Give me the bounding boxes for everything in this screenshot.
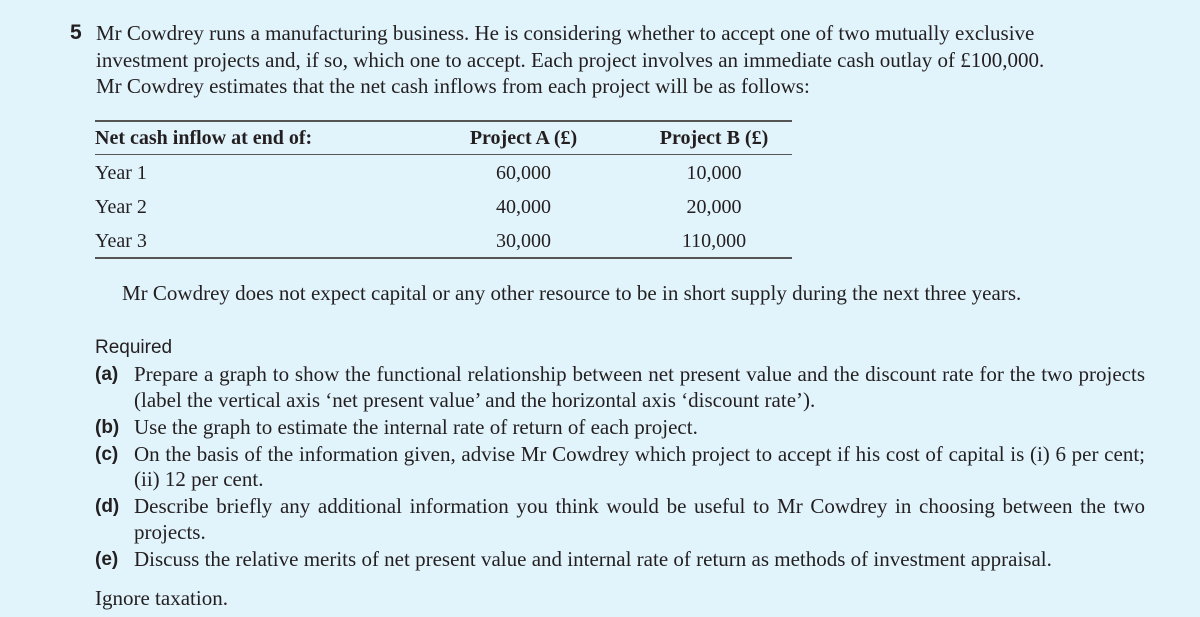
supply-note: Mr Cowdrey does not expect capital or any other resource to be in short supply during the next three years. xyxy=(122,281,1022,305)
table-header-rule xyxy=(95,154,792,155)
required-item-d xyxy=(95,494,1145,545)
question-intro xyxy=(96,20,1156,100)
item-text: Discuss the relative merits of net present value and internal rate of return as methods of investment appraisal. xyxy=(134,546,1052,571)
table-cell-project-b: 20,000 xyxy=(686,196,742,218)
intro-line: investment projects and, if so, which one to accept. Each project involves an immediate cash outlay of £100,000. xyxy=(96,47,1045,72)
taxation-note: Ignore taxation. xyxy=(95,586,228,610)
item-text: Use the graph to estimate the internal rate of return of each project. xyxy=(134,414,698,439)
question-number: 5 xyxy=(70,21,82,44)
item-letter: (a) xyxy=(95,364,119,385)
required-heading: Required xyxy=(95,337,173,358)
table-header-project-a: Project A (£) xyxy=(469,127,578,149)
table-bottom-rule xyxy=(95,257,792,259)
table-header-period: Net cash inflow at end of: xyxy=(95,127,313,149)
table-top-rule xyxy=(95,120,792,122)
table-cell-year: Year 3 xyxy=(95,230,147,252)
required-list xyxy=(95,362,1145,574)
required-item-a xyxy=(95,362,1145,413)
required-item-c xyxy=(95,442,1145,493)
intro-line: Mr Cowdrey estimates that the net cash inflows from each project will be as follows: xyxy=(96,74,810,98)
item-letter: (b) xyxy=(95,416,120,438)
table-cell-year: Year 1 xyxy=(95,162,147,184)
required-item-b xyxy=(95,415,1145,441)
table-cell-project-b: 10,000 xyxy=(686,162,742,184)
item-text: Describe briefly any additional information you think would be useful to Mr Cowdrey in choosing between the two projects. xyxy=(134,494,1145,544)
table-cell-project-a: 30,000 xyxy=(496,230,551,252)
table-cell-project-b: 110,000 xyxy=(681,230,747,252)
table-cell-project-a: 60,000 xyxy=(496,162,551,184)
item-letter: (c) xyxy=(95,443,119,465)
table-header-project-b: Project B (£) xyxy=(659,127,769,149)
item-letter: (e) xyxy=(95,548,119,570)
item-letter: (d) xyxy=(95,496,120,517)
table-cell-year: Year 2 xyxy=(95,196,147,218)
table-cell-project-a: 40,000 xyxy=(496,196,551,218)
intro-line: Mr Cowdrey runs a manufacturing business. He is considering whether to accept one of two mutually exclusive xyxy=(96,21,1035,45)
item-text: On the basis of the information given, advise Mr Cowdrey which project to accept if his cost of capital is (i) 6 per cent; (ii) 12 per cent. xyxy=(134,441,1145,491)
item-text: Prepare a graph to show the functional relationship between net present value and the discount rate for the two projects (label the vertical axis ‘net present value’ and the horizontal axis ‘discount rate’). xyxy=(134,362,1145,412)
required-item-e xyxy=(95,547,1145,573)
